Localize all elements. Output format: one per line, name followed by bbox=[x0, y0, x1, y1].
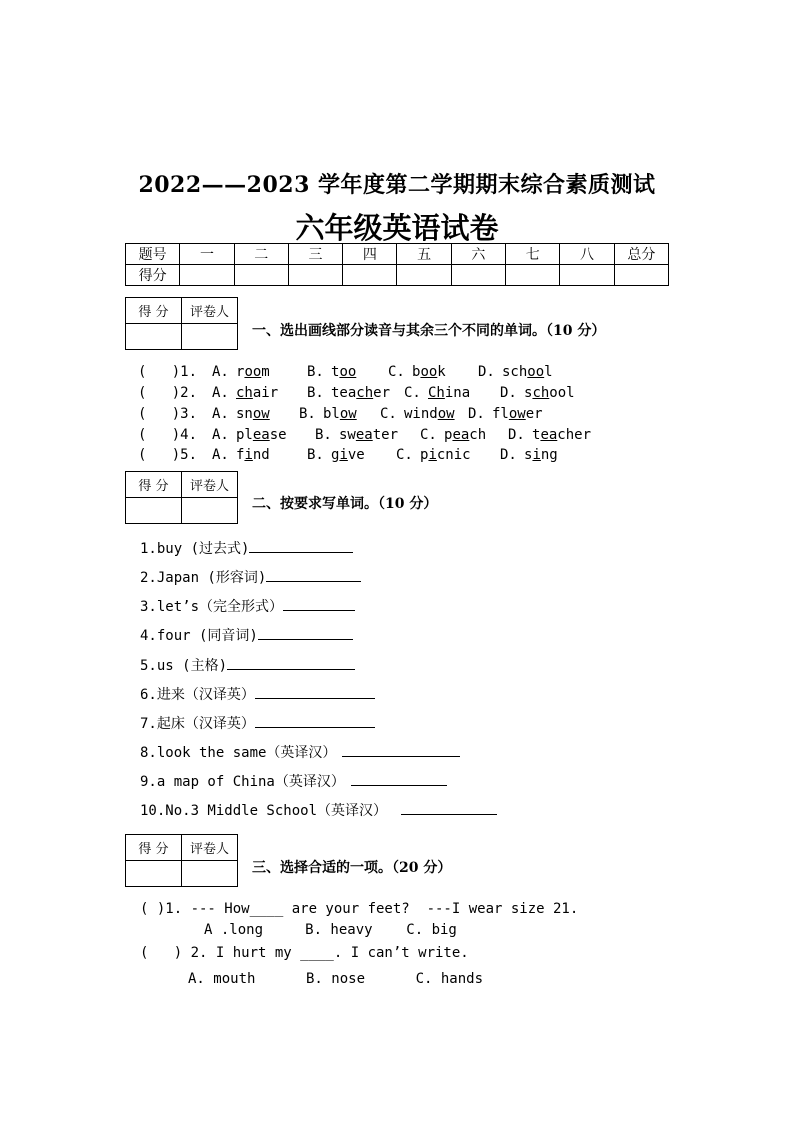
fill-item-text: 8.look the same（英译汉） bbox=[140, 745, 337, 761]
fill-item-text: 9.a map of China（英译汉） bbox=[140, 774, 345, 790]
score-cell[interactable] bbox=[614, 265, 668, 286]
score-header-cell: 四 bbox=[343, 244, 397, 265]
fill-item bbox=[140, 713, 375, 734]
option-word: book bbox=[412, 364, 446, 380]
option-letter: D. bbox=[468, 406, 485, 422]
score-cell[interactable] bbox=[180, 265, 234, 286]
fill-item-text: 5.us (主格) bbox=[140, 658, 228, 674]
option-letter: D. bbox=[500, 385, 517, 401]
option-word: school bbox=[502, 364, 553, 380]
grader-name-label: 评卷人 bbox=[182, 298, 238, 324]
option-letter: B. bbox=[307, 385, 324, 401]
score-header-cell: 一 bbox=[180, 244, 234, 265]
answer-blank[interactable] bbox=[258, 625, 353, 640]
grader-name-label: 评卷人 bbox=[182, 835, 238, 861]
mc-question-options: A .long B. heavy C. big bbox=[204, 922, 457, 938]
grader-box-section1 bbox=[125, 297, 238, 350]
score-header-cell: 二 bbox=[234, 244, 288, 265]
option-word: sing bbox=[524, 447, 558, 463]
option-word: room bbox=[236, 364, 270, 380]
question-number[interactable]: ( )2. bbox=[138, 385, 198, 401]
option-letter: D. bbox=[500, 447, 517, 463]
question-number[interactable]: ( )3. bbox=[138, 406, 198, 422]
mc-question-stem: ( )1. --- How____ are your feet? ---I wear size 21. bbox=[140, 901, 579, 917]
score-table bbox=[125, 243, 669, 286]
option-letter: A. bbox=[212, 364, 229, 380]
grader-score-label: 得 分 bbox=[126, 835, 182, 861]
option-word: blow bbox=[323, 406, 357, 422]
question-number[interactable]: ( )1. bbox=[138, 364, 198, 380]
score-cell[interactable] bbox=[288, 265, 342, 286]
option-word: find bbox=[236, 447, 270, 463]
score-cell[interactable] bbox=[397, 265, 451, 286]
fill-item-text: 4.four (同音词) bbox=[140, 628, 258, 644]
answer-blank[interactable] bbox=[249, 538, 353, 553]
option-word: chair bbox=[236, 385, 279, 401]
score-header-cell: 七 bbox=[506, 244, 560, 265]
option-word: China bbox=[428, 385, 471, 401]
option-word: flower bbox=[492, 406, 543, 422]
score-header-cell: 六 bbox=[451, 244, 505, 265]
fill-item bbox=[140, 771, 447, 792]
option-letter: C. bbox=[380, 406, 397, 422]
score-row-label: 得分 bbox=[126, 265, 180, 286]
option-word: too bbox=[331, 364, 357, 380]
exam-subtitle: 六年级英语试卷 bbox=[295, 211, 499, 245]
option-word: sweater bbox=[339, 427, 399, 443]
answer-blank[interactable] bbox=[227, 655, 355, 670]
grader-score-cell[interactable] bbox=[126, 861, 182, 887]
score-cell[interactable] bbox=[506, 265, 560, 286]
question-number[interactable]: ( )5. bbox=[138, 447, 198, 463]
option-letter: B. bbox=[315, 427, 332, 443]
grader-score-label: 得 分 bbox=[126, 298, 182, 324]
fill-item bbox=[140, 684, 375, 705]
mc-question-options: A. mouth B. nose C. hands bbox=[188, 971, 484, 987]
question-number[interactable]: ( )4. bbox=[138, 427, 198, 443]
option-word: give bbox=[331, 447, 365, 463]
answer-blank[interactable] bbox=[255, 684, 375, 699]
option-letter: D. bbox=[508, 427, 525, 443]
option-word: school bbox=[524, 385, 575, 401]
option-letter: A. bbox=[212, 406, 229, 422]
grader-score-cell[interactable] bbox=[126, 324, 182, 350]
option-letter: A. bbox=[212, 385, 229, 401]
option-word: snow bbox=[236, 406, 270, 422]
score-cell[interactable] bbox=[234, 265, 288, 286]
grader-name-label: 评卷人 bbox=[182, 472, 238, 498]
answer-blank[interactable] bbox=[255, 713, 375, 728]
fill-item-text: 10.No.3 Middle School（英译汉） bbox=[140, 803, 388, 819]
score-header-cell: 八 bbox=[560, 244, 614, 265]
section2-title: 二、按要求写单词。（10 分） bbox=[252, 496, 438, 512]
fill-item bbox=[140, 655, 355, 676]
answer-blank[interactable] bbox=[283, 596, 355, 611]
score-header-cell: 五 bbox=[397, 244, 451, 265]
option-letter: C. bbox=[396, 447, 413, 463]
answer-blank[interactable] bbox=[266, 567, 361, 582]
option-letter: D. bbox=[478, 364, 495, 380]
fill-item bbox=[140, 567, 361, 588]
exam-title: 2022——2023 学年度第二学期期末综合素质测试 bbox=[138, 172, 656, 198]
fill-item bbox=[140, 800, 497, 821]
option-word: teacher bbox=[532, 427, 592, 443]
option-word: window bbox=[404, 406, 455, 422]
option-letter: B. bbox=[307, 447, 324, 463]
grader-name-cell[interactable] bbox=[182, 498, 238, 524]
score-cell[interactable] bbox=[451, 265, 505, 286]
grader-score-label: 得 分 bbox=[126, 472, 182, 498]
grader-box-section2 bbox=[125, 471, 238, 524]
option-letter: C. bbox=[404, 385, 421, 401]
fill-item bbox=[140, 625, 353, 646]
option-word: peach bbox=[444, 427, 487, 443]
fill-item-text: 6.进来（汉译英） bbox=[140, 687, 255, 703]
grader-name-cell[interactable] bbox=[182, 324, 238, 350]
section3-title: 三、选择合适的一项。（20 分） bbox=[252, 860, 452, 876]
answer-blank[interactable] bbox=[351, 771, 447, 786]
answer-blank[interactable] bbox=[342, 742, 460, 757]
option-letter: C. bbox=[420, 427, 437, 443]
fill-item-text: 7.起床（汉译英） bbox=[140, 716, 255, 732]
answer-blank[interactable] bbox=[401, 800, 497, 815]
option-letter: C. bbox=[388, 364, 405, 380]
fill-item-text: 1.buy (过去式) bbox=[140, 541, 250, 557]
fill-item bbox=[140, 538, 353, 559]
score-header-cell: 总分 bbox=[614, 244, 668, 265]
fill-item-text: 3.let’s（完全形式） bbox=[140, 599, 284, 615]
option-word: teacher bbox=[331, 385, 391, 401]
score-header-cell: 三 bbox=[288, 244, 342, 265]
score-table-score-row bbox=[126, 265, 669, 286]
option-word: please bbox=[236, 427, 287, 443]
option-letter: B. bbox=[299, 406, 316, 422]
fill-item-text: 2.Japan (形容词) bbox=[140, 570, 267, 586]
fill-item bbox=[140, 596, 355, 617]
option-letter: A. bbox=[212, 447, 229, 463]
score-table-header-row bbox=[126, 244, 669, 265]
score-cell[interactable] bbox=[560, 265, 614, 286]
grader-score-cell[interactable] bbox=[126, 498, 182, 524]
option-letter: A. bbox=[212, 427, 229, 443]
grader-name-cell[interactable] bbox=[182, 861, 238, 887]
mc-question-stem: ( ) 2. I hurt my ____. I can’t write. bbox=[140, 945, 469, 961]
option-word: picnic bbox=[420, 447, 471, 463]
option-letter: B. bbox=[307, 364, 324, 380]
grader-box-section3 bbox=[125, 834, 238, 887]
score-header-cell: 题号 bbox=[126, 244, 180, 265]
fill-item bbox=[140, 742, 460, 763]
section1-title: 一、选出画线部分读音与其余三个不同的单词。（10 分） bbox=[252, 323, 606, 339]
score-cell[interactable] bbox=[343, 265, 397, 286]
